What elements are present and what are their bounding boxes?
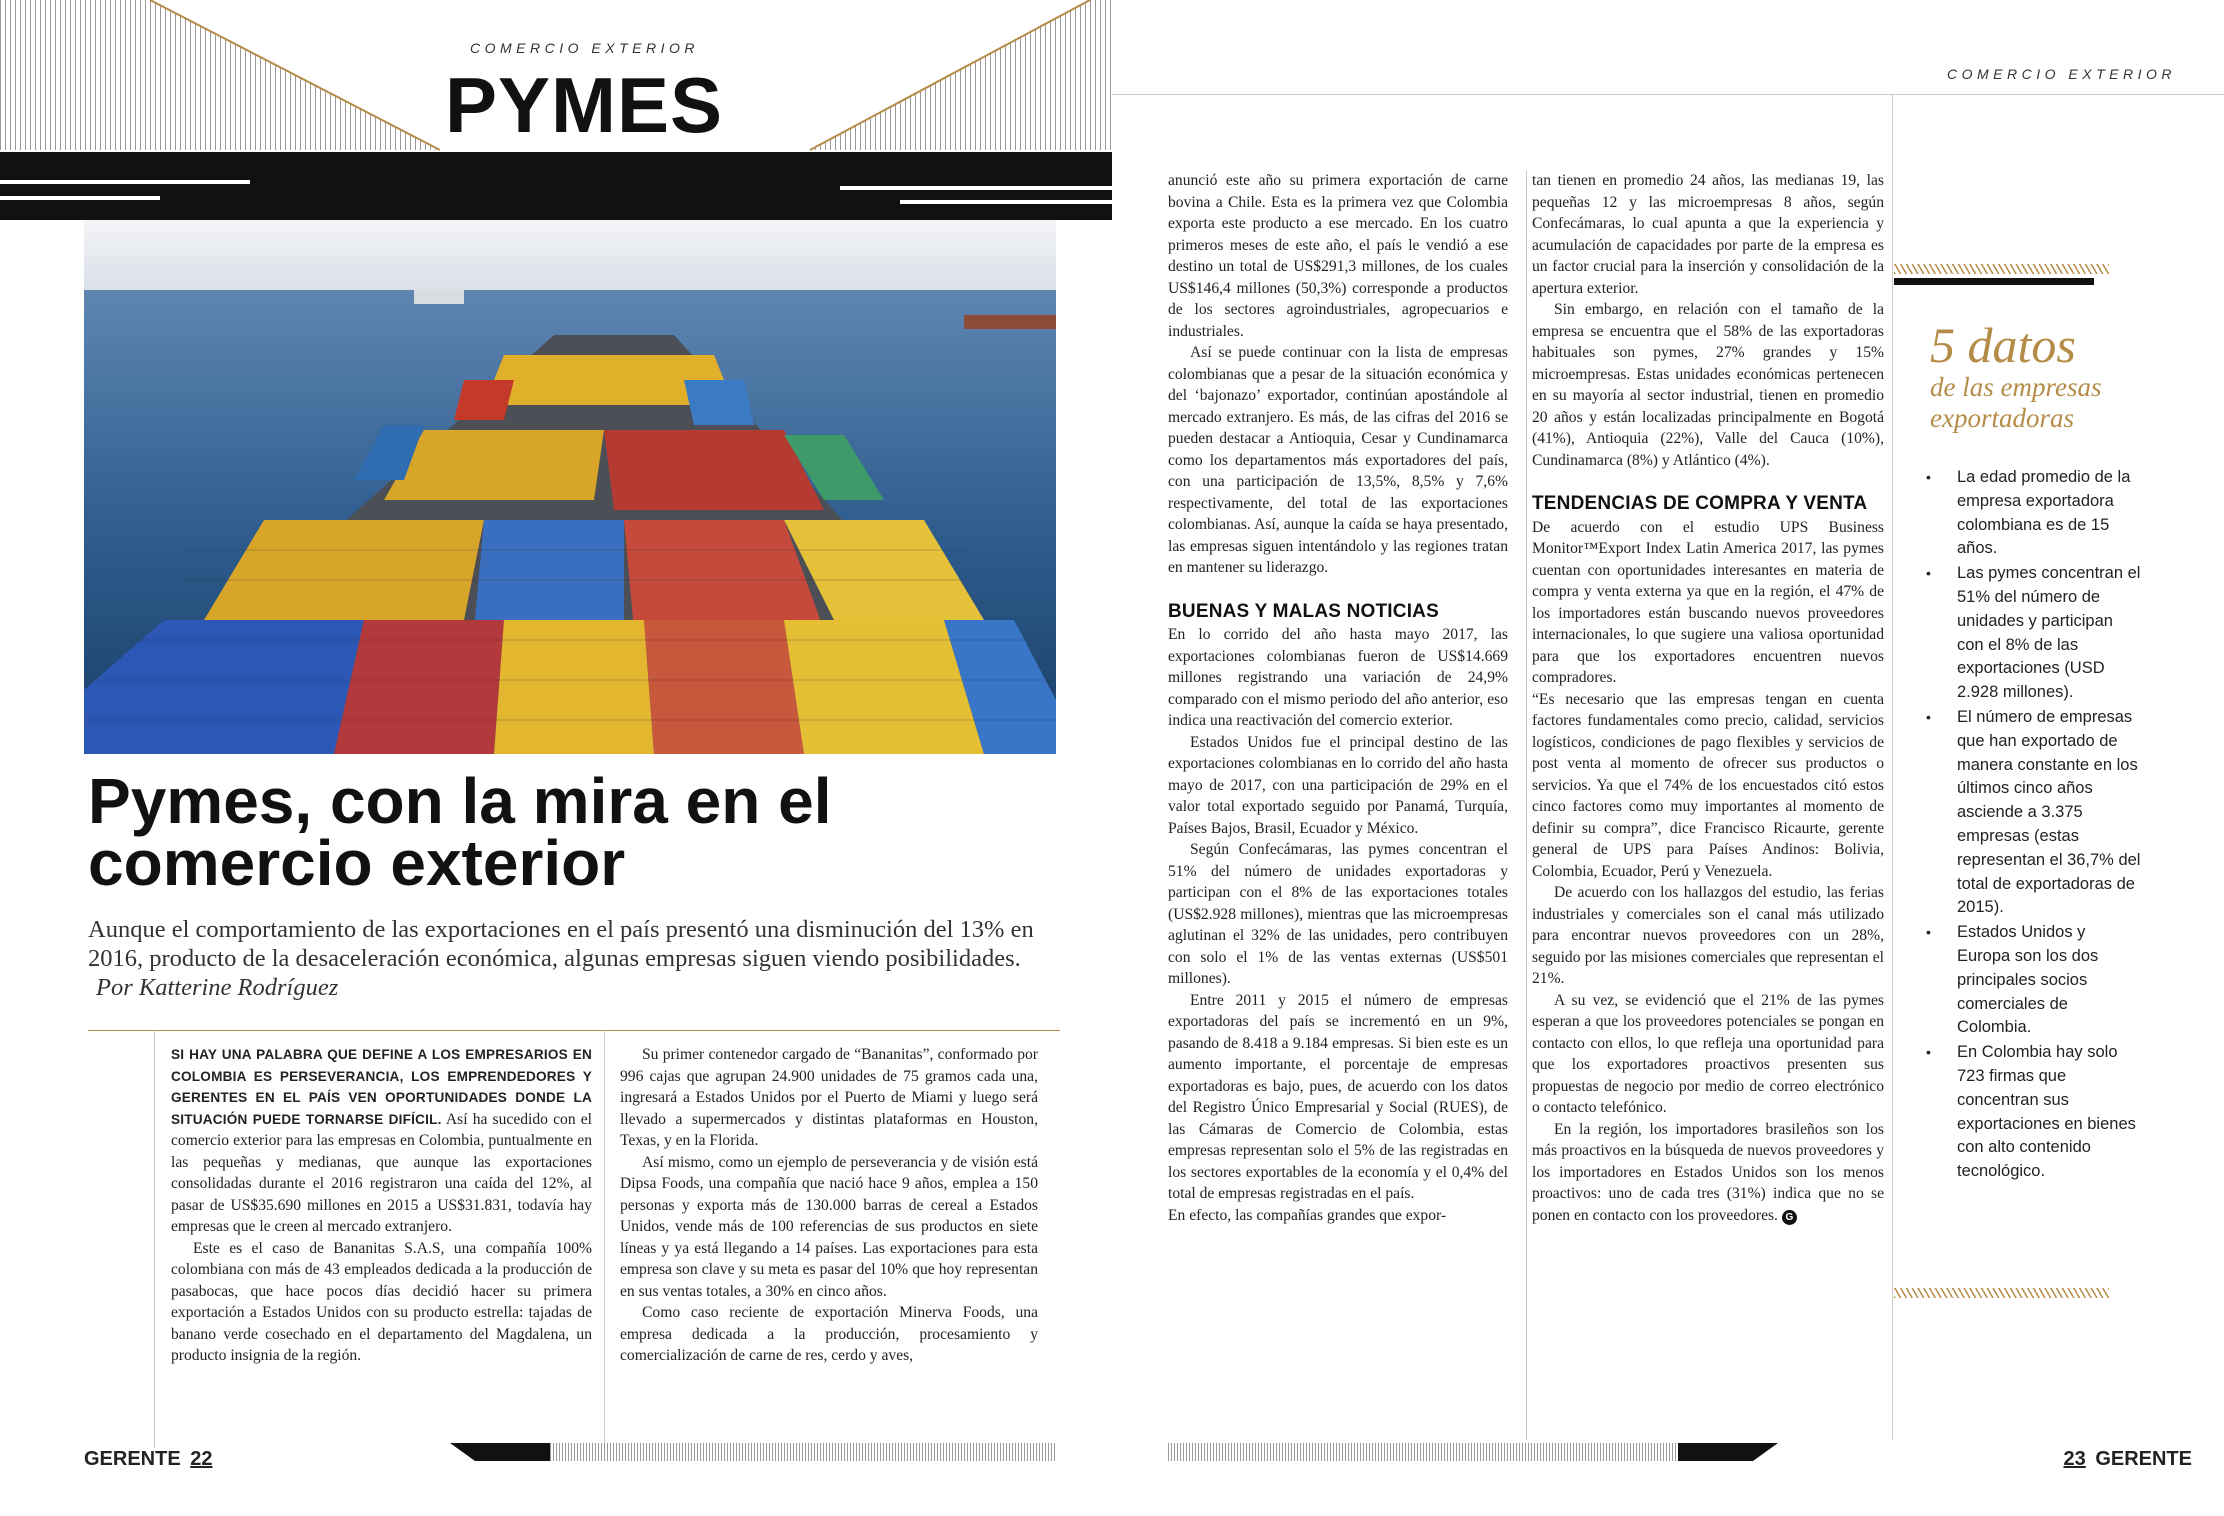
paragraph: Estados Unidos fue el principal destino de las exportaciones colombianas en lo corrido del año hasta mayo de 2017, con una participación de 29% en el valor total exportado seguido por Panamá, Turquía, Países Bajos, Brasil, Ecuador y México. [1168, 733, 1508, 837]
headline: Pymes, con la mira en el comercio exterior [88, 765, 832, 899]
deck-text: Aunque el comportamiento de las exportaciones en el país presentó una disminución del 13% en 2016, producto de la desaceleración económica, algunas empresas siguen viendo posibilidades. [88, 916, 1034, 972]
fact-item: • Las pymes concentran el 51% del número de unidades y participan con el 8% de las exportaciones (USD 2.928 millones). [1922, 562, 2142, 705]
sidebar-title-rest: de las empresas exportadoras [1930, 372, 2102, 433]
section-label: COMERCIO EXTERIOR [470, 40, 699, 56]
fact-item: • Estados Unidos y Europa son los dos principales socios comerciales de Colombia. [1922, 921, 2142, 1040]
paragraph: Según Confecámaras, las pymes concentran el 51% del número de unidades exportadoras y participan con el 8% de las exportaciones totales (US$2.928 millones), mientras que las microempresas aglutinan el 32% de las unidades, pero contribuyen con solo el 1% de las ventas externas (US$501 millones). [1168, 841, 1508, 987]
paragraph: En efecto, las compañías grandes que expor- [1168, 1206, 1447, 1224]
kicker-title: PYMES [445, 61, 724, 149]
footer-brand: GERENTE [2095, 1448, 2192, 1470]
sidebar-hatch-bottom [1894, 1288, 2109, 1298]
footer-bar-right [1168, 1443, 1778, 1461]
byline: Por Katterine Rodríguez [96, 974, 339, 1001]
paragraph: Su primer contenedor cargado de “Bananitas”, conformado por 996 cajas que agrupan 24.900 unidades de 75 gramos cada una, ingresará a Estados Unidos por el Puerto de Miami y luego será llevado a supermercados y distintas plataformas en Houston, Texas, y en la Florida. [620, 1046, 1038, 1149]
footer-brand: GERENTE [84, 1448, 181, 1470]
section-heading: BUENAS Y MALAS NOTICIAS [1168, 600, 1439, 622]
top-rule [1112, 94, 2224, 95]
sidebar-title-number: 5 datos [1930, 317, 2076, 373]
container-ship-photo [84, 220, 1056, 754]
paragraph: Este es el caso de Bananitas S.A.S, una compañía 100% colombiana con más de 43 empleados dedicada a la producción de pasabocas, que hace pocos días decidió hacer su primera exportación a Estados Unidos con su producto estrella: tajadas de banano verde cosechado en el departamento del Magdalena, un producto insignia de la región. [171, 1239, 592, 1364]
lead-rest: Así ha sucedido con el comercio exterior para las empresas en Colombia, puntualmente en las pequeñas y medianas, que aunque las exportaciones consolidadas durante el 2016 registraron una caída del 12%, al pasar de US$35.690 millones en 2015 a US$31.831, todavía hay empresas que le creen al mercado extranjero. [171, 1110, 592, 1235]
right-page [1112, 0, 2224, 1516]
column-divider-right [1526, 170, 1527, 1440]
paragraph: De acuerdo con el estudio UPS Business Monitor™Export Index Latin America 2017, las pymes cuentan con oportunidades interesantes en materia de compra y venta externa ya que en la región, el 47% de los importadores están buscando nuevos proveedores internacionales, lo que sugiere una valiosa oportunidad para que los exportadores encuentren nuevos compradores. [1532, 518, 1884, 686]
page-number: 23 [2063, 1448, 2086, 1470]
deck-rule [88, 1030, 1060, 1031]
paragraph: Sin embargo, en relación con el tamaño de la empresa se encuentra que el 58% de las exportadoras habituales son pymes, 27% grandes y 15% microempresas. Estas unidades económicas pertenecen en su mayoría al sector industrial, tienen en promedio 20 años y están localizadas principalmente en Bogotá (41%), Antioquia (22%), Valle del Cauca (10%), Cundinamarca (8%) y Atlántico (4%). [1532, 301, 1884, 469]
paragraph: Como caso reciente de exportación Minerva Foods, una empresa dedicada a la producción, procesamiento y comercialización de carne de res, cerdo y aves, [620, 1304, 1038, 1364]
left-col-1 [171, 1044, 592, 1367]
lead-caps: SI HAY UNA PALABRA QUE DEFINE A LOS EMPRESARIOS EN COLOMBIA ES PERSEVERANCIA, LOS EMPRENDEDORES Y GERENTES EN EL PAÍS VEN OPORTUNIDADES DONDE LA SITUACIÓN PUEDE TORNARSE DIFÍCIL. [171, 1047, 592, 1127]
paragraph: tan tienen en promedio 24 años, las medianas 19, las pequeñas 12 y las microempresas 8 años, según Confecámaras, lo cual apunta a que la experiencia y acumulación de capacidades por parte de la empresa es un factor crucial para la inserción y consolidación de la apertura exterior. [1532, 172, 1884, 297]
paragraph: De acuerdo con los hallazgos del estudio, las ferias industriales y comerciales son el canal más utilizado para encontrar nuevos proveedores con un 28%, seguido por las misiones comerciales que representan el 21%. [1532, 884, 1884, 987]
deck [88, 915, 1048, 1002]
footer-bar-left [450, 1443, 1056, 1461]
section-heading: TENDENCIAS DE COMPRA Y VENTA [1532, 493, 1868, 514]
column-divider-left [154, 1030, 155, 1448]
fact-item: • La edad promedio de la empresa exportadora colombiana es de 15 años. [1922, 466, 2142, 561]
column-divider-mid [604, 1030, 605, 1448]
paragraph: En lo corrido del año hasta mayo 2017, las exportaciones colombianas fueron de US$14.669 millones registrando una variación de 24,9% comparado con el mismo periodo del año anterior, eso indica una reactivación del comercio exterior. [1168, 626, 1508, 729]
paragraph-text: En la región, los importadores brasileños son los más proactivos en la búsqueda de nuevos proveedores y los importadores en Estados Unidos son los menos proactivos: uno de cada tres (31%) indica que no se ponen en contacto con los proveedores. [1532, 1120, 1884, 1224]
footer-left [84, 1448, 213, 1471]
page-number: 22 [190, 1448, 213, 1470]
fact-item: • El número de empresas que han exportado de manera constante en los últimos cinco años asciende a 3.375 empresas (estas representan el 36,7% del total de exportadoras de 2015). [1922, 706, 2142, 920]
paragraph: Entre 2011 y 2015 el número de empresas exportadoras del país se incrementó en un 9%, pasando de 8.418 a 9.184 empresas. Si bien este es un aumento importante, el porcentaje de empresas exportadoras es bajo, pues, de acuerdo con los datos del Registro Único Empresarial y Social (RUES), de las Cámaras de Comercio de Colombia, estas empresas representan solo el 5% de las registradas en los sectores exportables de la economía y el 0,4% del total de empresas registradas en el país. [1168, 991, 1508, 1202]
paragraph: anunció este año su primera exportación de carne bovina a Chile. Esta es la primera vez que Colombia exporta este producto a ese mercado. En los cuatro primeros meses de este año, el país le vendió a ese destino un total de US$291,3 millones, de los cuales US$146,4 millones (50,3%) corresponde a productos de los sectores agroindustriales, agropecuarios e industriales. [1168, 172, 1508, 340]
paragraph: Así mismo, como un ejemplo de perseverancia y de visión está Dipsa Foods, una compañía que nació hace 9 años, emplea a 150 personas y exporta más de 130.000 barras de cereal a Estados Unidos, vende más de 100 referencias de sus productos en siete líneas y ya está llegando a 14 países. Las exportaciones para esta empresa son clave y su meta es pasar del 10% que hoy representan en sus ventas totales, a 30% en cinco años. [620, 1153, 1038, 1300]
paragraph: “Es necesario que las empresas tengan en cuenta factores fundamentales como precio, calidad, servicios logísticos, condiciones de pago flexibles y servicios de post venta al momento de ofrecer sus productos o servicios. Ya que el 74% de los encuestados citó estos cinco factores como muy importantes al momento de definir su compra”, dice Francisco Ricaurte, gerente general de UPS para Países Andinos: Bolivia, Colombia, Ecuador, Perú y Venezuela. [1532, 690, 1884, 880]
left-col-2 [620, 1044, 1038, 1367]
section-label-right: COMERCIO EXTERIOR [1947, 66, 2176, 82]
sidebar-divider [1892, 94, 1893, 1440]
right-col-1 [1168, 170, 1508, 1226]
sidebar-bar-top [1894, 278, 2094, 285]
paragraph: A su vez, se evidenció que el 21% de las pymes esperan a que los proveedores potenciales se pongan en contacto con ellos, lo que refleja una oportunidad para que los exportadores proactivos presenten sus propuestas de negocio por medio de correo electrónico o contacto telefónico. [1532, 991, 1884, 1116]
facts-list [1922, 466, 2142, 1185]
sidebar-hatch-top [1894, 264, 2109, 274]
right-col-2 [1532, 170, 1884, 1226]
paragraph [1532, 1119, 1884, 1227]
footer-right [2032, 1448, 2192, 1471]
sidebar-title [1930, 318, 2160, 434]
paragraph: Así se puede continuar con la lista de empresas colombianas que a pesar de la situación económica y del ‘bajonazo’ exportador, continúan apostándole al mercado extranjero. Es más, de las cifras del 2016 se pueden destacar a Antioquia, Cesar y Cundinamarca como los departamentos más exportadores del país, con una participación de 13,5%, 8,5% y 7,6% respectivamente, del total de las exportaciones colombianas. Así, aunque la caída se haya presentado, las empresas siguen intentándolo y las regiones tratan en mantener su liderazgo. [1168, 344, 1508, 576]
fact-item: • En Colombia hay solo 723 firmas que concentran sus exportaciones en bienes con alto contenido tecnológico. [1922, 1041, 2142, 1184]
end-mark-icon: G [1782, 1210, 1797, 1225]
